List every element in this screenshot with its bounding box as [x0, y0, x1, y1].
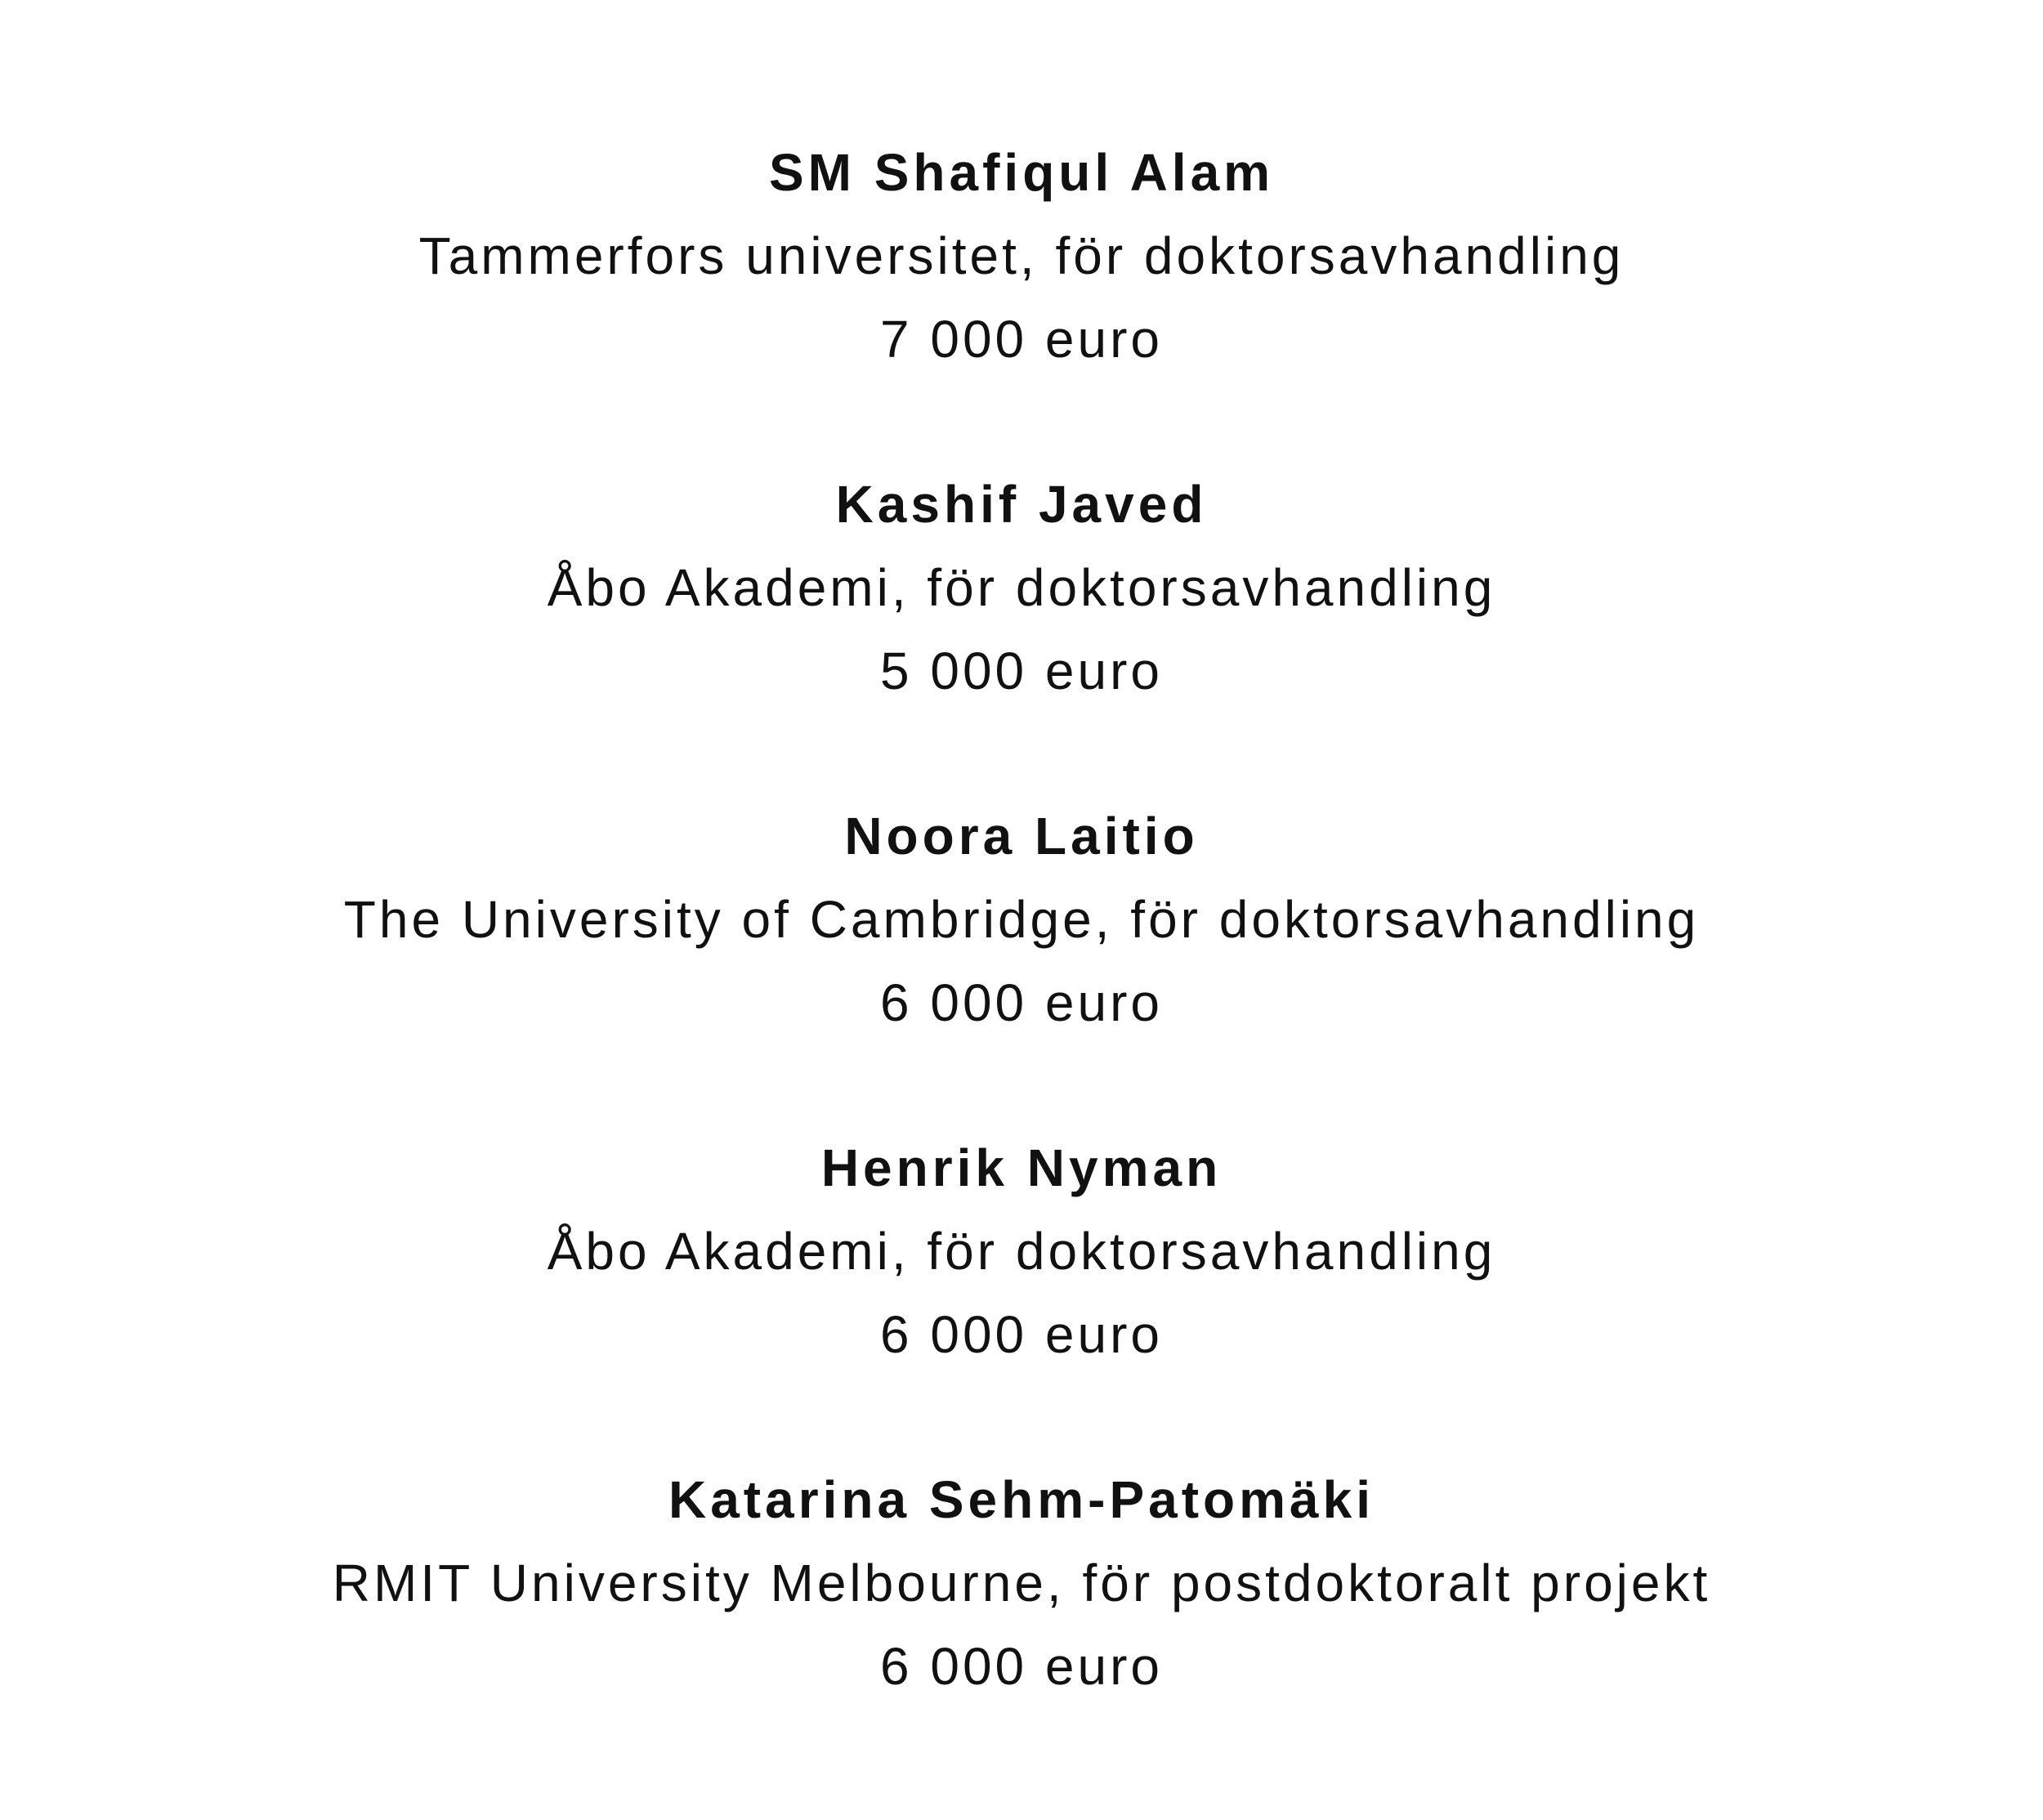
recipient-amount: 5 000 euro — [879, 642, 1164, 700]
recipient-entry — [0, 1458, 2043, 1708]
recipient-entry — [0, 131, 2043, 381]
recipient-description: RMIT University Melbourne, för postdoktoralt projekt — [332, 1554, 1711, 1612]
recipient-name: Noora Laitio — [844, 807, 1199, 865]
recipient-entry — [0, 463, 2043, 713]
recipient-description: The University of Cambridge, för doktorsavhandling — [343, 890, 1700, 949]
recipient-amount: 6 000 euro — [879, 973, 1164, 1032]
recipient-amount: 6 000 euro — [879, 1637, 1164, 1696]
recipient-name: Katarina Sehm-Patomäki — [668, 1470, 1375, 1529]
recipient-amount: 6 000 euro — [879, 1305, 1164, 1364]
recipient-amount: 7 000 euro — [879, 310, 1164, 369]
recipient-description: Åbo Akademi, för doktorsavhandling — [547, 558, 1496, 617]
recipient-entry — [0, 794, 2043, 1044]
recipient-name: SM Shafiqul Alam — [768, 143, 1275, 202]
recipient-name: Kashif Javed — [835, 475, 1208, 534]
recipient-entry — [0, 1126, 2043, 1376]
recipient-description: Tammerfors universitet, för doktorsavhandling — [418, 226, 1625, 285]
recipient-name: Henrik Nyman — [820, 1138, 1223, 1197]
recipient-description: Åbo Akademi, för doktorsavhandling — [547, 1222, 1496, 1281]
